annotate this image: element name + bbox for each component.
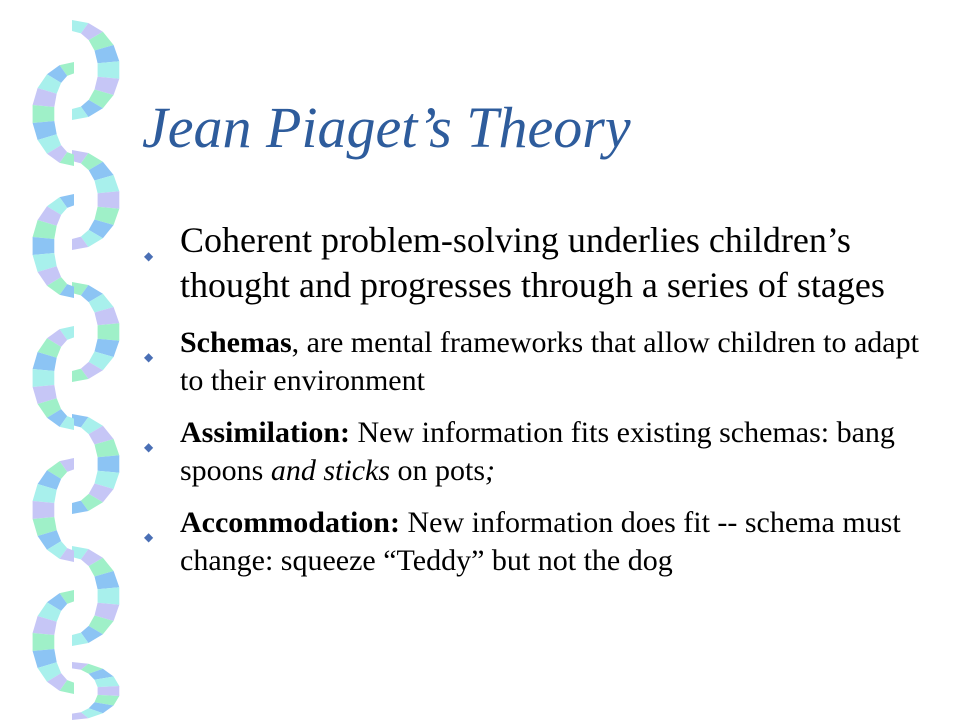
- spiral-segment: [33, 369, 55, 387]
- bullet-text: Coherent problem-solving underlies children’s thought and progresses through a series of stages: [180, 220, 885, 305]
- spiral-segment: [98, 191, 120, 208]
- bullet-text: , are mental frameworks that allow children to adapt to their environment: [180, 326, 919, 397]
- spiral-segment: [33, 633, 55, 651]
- bullet-text: New information fits existing schemas: bang spoons: [180, 416, 895, 487]
- spiral-binding-icon: [0, 0, 150, 720]
- list-item: [140, 414, 940, 490]
- diamond-bullet-icon: ◆: [144, 350, 154, 364]
- list-item: [140, 218, 940, 308]
- spiral-segment: [98, 455, 120, 472]
- spiral-segment: [33, 237, 55, 255]
- bullet-term: Assimilation:: [180, 416, 351, 449]
- spiral-segment: [98, 61, 120, 78]
- spiral-segment: [33, 501, 55, 519]
- diamond-bullet-icon: ◆: [144, 249, 154, 263]
- diamond-bullet-icon: ◆: [144, 530, 154, 544]
- spiral-segment: [98, 686, 120, 696]
- diamond-bullet-icon: ◆: [144, 440, 154, 454]
- list-item: [140, 504, 940, 580]
- bullet-text: New information does fit -- schema must change: squeeze “Teddy” but not the dog: [180, 506, 901, 577]
- spiral-segment: [98, 323, 120, 340]
- bullet-list: [140, 218, 940, 594]
- bullet-term: Schemas: [180, 326, 292, 359]
- spiral-segment: [33, 105, 55, 123]
- list-item: [140, 324, 940, 400]
- bullet-term: Accommodation:: [180, 506, 400, 539]
- bullet-text: on pots: [390, 454, 486, 487]
- bullet-italic-text: and sticks: [270, 454, 391, 487]
- spiral-segment: [98, 587, 120, 604]
- page-title: Jean Piaget’s Theory: [142, 95, 631, 160]
- bullet-italic-text: ;: [485, 454, 496, 487]
